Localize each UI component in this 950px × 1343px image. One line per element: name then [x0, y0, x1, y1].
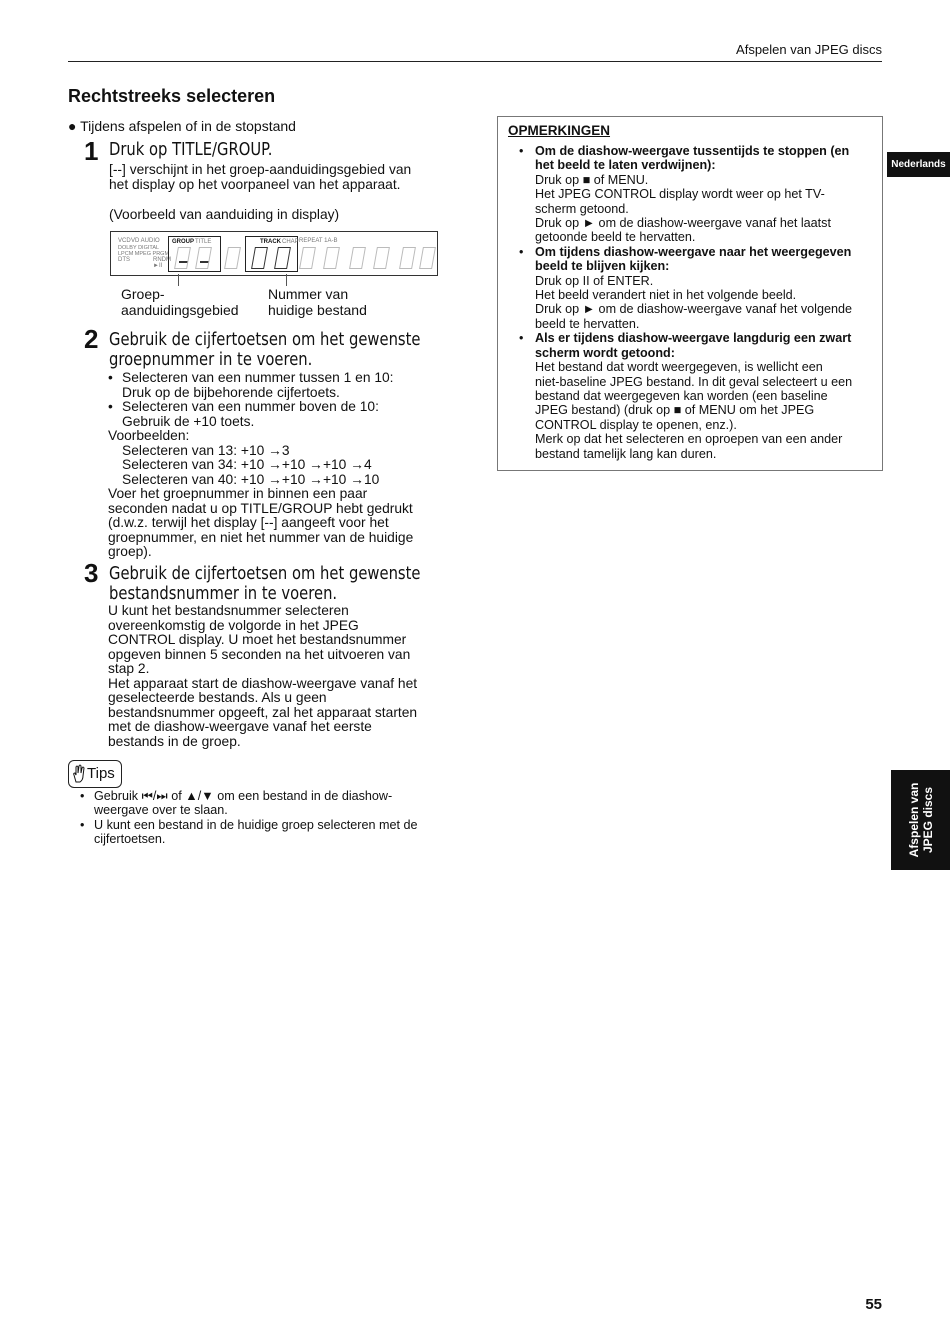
indicator-dts: DTS	[118, 257, 130, 263]
group-area-box	[168, 236, 221, 272]
tip-item	[80, 789, 460, 818]
step-3-line: stap 2.	[108, 661, 150, 676]
step-2-heading-line: groepnummer in te voeren.	[109, 349, 313, 370]
note-heading-line: scherm wordt getoond:	[535, 345, 675, 360]
example-line: Selecteren van 34: +10 →+10 →+10 →4	[122, 457, 372, 472]
step-1-number: 1	[84, 136, 99, 166]
note-line: getoonde beeld te hervatten.	[535, 230, 696, 245]
group-digit-1	[174, 247, 191, 269]
language-tab: Nederlands	[887, 152, 950, 177]
note-line: CONTROL display te openen, enz.).	[535, 417, 737, 432]
note-heading-line: • Om tijdens diashow-weergave naar het weergegeven	[535, 244, 852, 259]
time-digit-1	[299, 247, 316, 269]
hand-icon	[71, 764, 87, 784]
indicator-title: TITLE	[195, 239, 212, 245]
indicator-rndm: RNDM	[153, 257, 171, 263]
step-3-line: met de diashow-weergave vanaf het eerste	[108, 719, 372, 734]
step-2-tail-line: groep).	[108, 544, 152, 559]
time-digit-3	[349, 247, 366, 269]
tips-badge	[68, 760, 122, 788]
note-line: Druk op ■ of MENU.	[535, 172, 649, 187]
step-2-heading	[109, 330, 420, 370]
digit-spacer	[224, 247, 241, 269]
indicator-track: TRACK	[260, 239, 281, 245]
step-3-line: bestands in de groep.	[108, 733, 241, 749]
header-divider	[68, 61, 882, 62]
step-3-body	[108, 604, 458, 749]
note-line: Druk op II of ENTER.	[535, 273, 654, 288]
note-heading-line: het beeld te laten verdwijnen):	[535, 158, 716, 173]
caption-line: aanduidingsgebied	[121, 302, 239, 318]
note-line: Druk op ► om de diashow-weergave vanaf het volgende	[535, 302, 852, 317]
bullet-line: • Selecteren van een nummer tussen 1 en 10:	[122, 370, 394, 385]
tip-line: • U kunt een bestand in de huidige groep selecteren met de	[94, 817, 418, 832]
step-1-body-line: [--] verschijnt in het groep-aanduidingsgebied van	[109, 162, 412, 177]
note-line: bestand dat weergegeven kan worden (een baseline	[535, 388, 828, 403]
tip-item	[80, 818, 460, 847]
note-heading-line: beeld te blijven kijken:	[535, 259, 670, 274]
step-2-bullet	[108, 371, 458, 400]
step-1-body	[109, 163, 459, 192]
display-example-label: (Voorbeeld van aanduiding in display)	[109, 207, 340, 222]
note-line: Merk op dat het selecteren en oproepen van een ander	[535, 432, 843, 447]
step-1-heading: Druk op TITLE/GROUP.	[109, 139, 273, 160]
page-number: 55	[865, 1296, 882, 1313]
example-line: Selecteren van 13: +10 →3	[122, 442, 290, 458]
chapter-tab-line: JPEG discs	[920, 786, 935, 854]
tip-line: weergave over te slaan.	[94, 803, 228, 818]
step-3-line: geselecteerde bestands. Als u geen	[108, 690, 327, 705]
step-3-line: opgeven binnen 5 seconden na het uitvoeren van	[108, 646, 411, 662]
indicator-lpcm: LPCM MPEG PRGM	[118, 251, 170, 257]
notes-box	[497, 116, 883, 471]
callout-group-caption	[121, 286, 239, 318]
note-1-heading	[535, 144, 875, 173]
bullet-line: Druk op de bijbehorende cijfertoets.	[122, 384, 340, 400]
step-1-body-line: het display op het voorpaneel van het apparaat.	[109, 176, 401, 192]
tip-line: • Gebruik ⏮/⏭ of ▲/▼ om een bestand in de diashow-	[94, 789, 393, 803]
bullet-line: Gebruik de +10 toets.	[122, 413, 255, 429]
step-3-heading-line: bestandsnummer in te voeren.	[109, 583, 338, 604]
step-3-heading-line: Gebruik de cijfertoetsen om het gewenste	[109, 563, 421, 584]
tips-label: Tips	[87, 765, 115, 782]
tip-line: cijfertoetsen.	[94, 832, 166, 847]
tips-list	[80, 789, 460, 847]
step-3-line: U kunt het bestandsnummer selecteren	[108, 603, 349, 618]
step-3-heading	[109, 564, 420, 604]
note-3-heading	[535, 331, 875, 360]
note-line: scherm getoond.	[535, 201, 629, 216]
time-digit-4	[373, 247, 390, 269]
time-digit-6	[419, 247, 436, 269]
track-area-box	[245, 236, 298, 272]
note-heading-line: • Als er tijdens diashow-weergave langdurig een zwart	[535, 331, 852, 346]
step-2-bullet	[108, 400, 458, 429]
track-digit-1	[251, 247, 268, 269]
front-panel-display	[110, 231, 438, 276]
examples-label: Voorbeelden:	[108, 428, 190, 443]
indicator-repeat: REPEAT 1A-B	[299, 238, 338, 244]
indicator-chap: CHAP	[282, 239, 299, 245]
chapter-tab	[891, 770, 950, 870]
step-2-tail-line: (d.w.z. terwijl het display [--] aangeeft voor het	[108, 515, 389, 530]
step-2-body	[108, 371, 458, 560]
note-line: niet-baseline JPEG bestand. In dit geval selecteert u een	[535, 374, 853, 389]
notes-title: OPMERKINGEN	[508, 123, 611, 138]
caption-line: huidige bestand	[268, 302, 367, 318]
indicator-group: GROUP	[172, 239, 195, 245]
note-line: Druk op ► om de diashow-weergave vanaf het laatst	[535, 216, 831, 231]
step-2-tail-line: seconden nadat u op TITLE/GROUP hebt gedrukt	[108, 500, 413, 516]
step-3-line: bestandsnummer opgeeft, zal het apparaat starten	[108, 704, 418, 720]
time-digit-2	[323, 247, 340, 269]
note-heading-line: • Om de diashow-weergave tussentijds te stoppen (en	[535, 144, 850, 158]
running-header: Afspelen van JPEG discs	[736, 42, 882, 57]
indicator-play-pause: ►II	[153, 263, 163, 269]
track-digit-2	[274, 247, 291, 269]
indicator-dvd-audio: VD AUDIO	[131, 238, 160, 244]
note-line: Het JPEG CONTROL display wordt weer op het TV-	[535, 187, 825, 202]
step-3-line: CONTROL display. U moet het bestandsnummer	[108, 632, 407, 647]
step-3-line: Het apparaat start de diashow-weergave vanaf het	[108, 675, 418, 691]
group-digit-2	[195, 247, 212, 269]
indicator-vcd: VCD	[118, 238, 131, 244]
intro-bullet: ● Tijdens afspelen of in de stopstand	[68, 118, 296, 134]
example-line: Selecteren van 40: +10 →+10 →+10 →10	[122, 471, 380, 487]
note-2-heading	[535, 245, 875, 274]
note-line: Het bestand dat wordt weergegeven, is wellicht een	[535, 360, 823, 375]
step-2-heading-line: Gebruik de cijfertoetsen om het gewenste	[109, 329, 421, 350]
caption-line: Nummer van	[268, 286, 349, 302]
step-2-tail-line: groepnummer, en niet het nummer van de huidige	[108, 529, 414, 545]
callout-line-track	[286, 274, 287, 286]
bullet-line: • Selecteren van een nummer boven de 10:	[122, 399, 379, 414]
time-digit-5	[399, 247, 416, 269]
step-3-line: overeenkomstig de volgorde in het JPEG	[108, 617, 359, 633]
callout-line-group	[178, 274, 179, 286]
note-line: bestand tamelijk lang kan duren.	[535, 446, 717, 461]
chapter-tab-label	[907, 783, 935, 858]
caption-line: Groep-	[121, 286, 165, 302]
step-2-number: 2	[84, 324, 99, 354]
step-2-tail-line: Voer het groepnummer in binnen een paar	[108, 486, 368, 501]
chapter-tab-line: Afspelen van	[906, 782, 921, 858]
note-line: Het beeld verandert niet in het volgende beeld.	[535, 288, 797, 303]
callout-track-caption	[268, 286, 367, 318]
step-3-number: 3	[84, 558, 99, 588]
note-line: JPEG bestand) (druk op ■ of MENU om het JPEG	[535, 403, 815, 418]
indicator-dolby: DOLBY DIGITAL	[118, 245, 160, 251]
section-title: Rechtstreeks selecteren	[68, 86, 276, 106]
note-line: beeld te hervatten.	[535, 316, 640, 331]
notes-body	[535, 144, 875, 461]
